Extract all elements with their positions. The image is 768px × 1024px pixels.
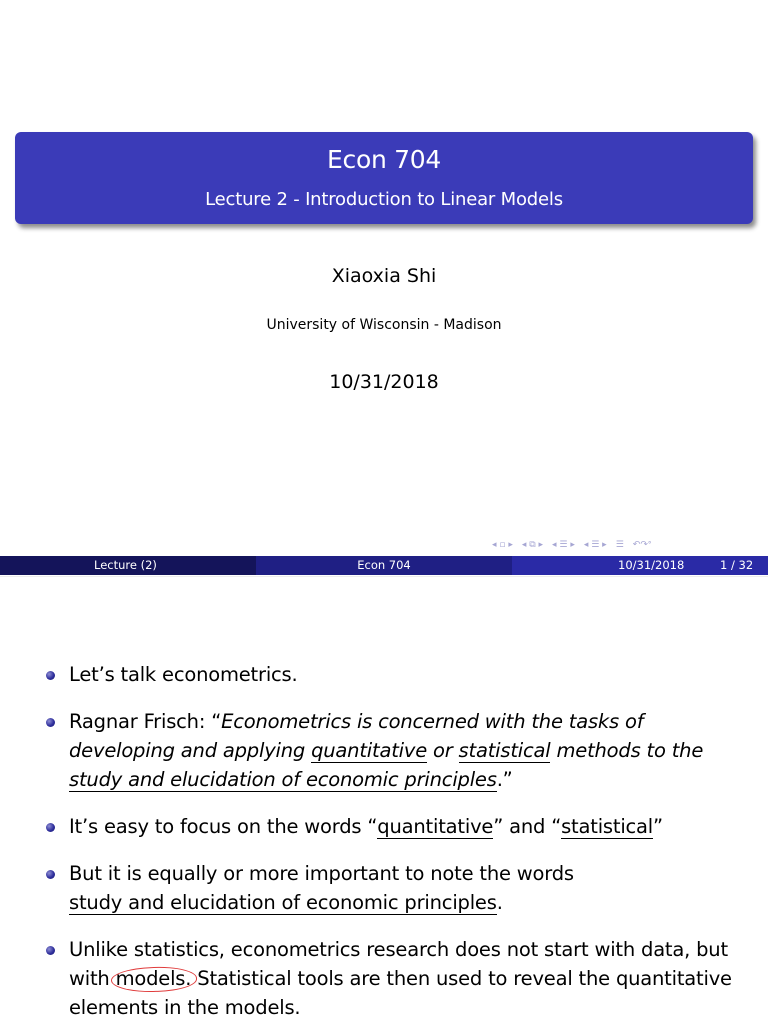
text-span: with bbox=[69, 967, 116, 990]
quote-close: .” bbox=[496, 768, 513, 791]
institute: University of Wisconsin - Madison bbox=[266, 317, 502, 333]
text-span: . bbox=[496, 891, 503, 914]
content-slide bbox=[0, 577, 768, 1024]
title-box bbox=[15, 132, 753, 224]
author-name: Xiaoxia Shi bbox=[331, 265, 437, 287]
quote-text: developing and applying bbox=[69, 739, 312, 762]
text-span: Unlike statistics, econometrics research does not start with data, but bbox=[69, 938, 728, 961]
search-nav[interactable]: ↶↷ᐤ bbox=[632, 540, 652, 550]
section-nav[interactable]: ◂ ☰ ▸ bbox=[552, 540, 575, 550]
bullet-icon bbox=[46, 946, 55, 955]
subsection-nav[interactable]: ◂ ⧉ ▸ bbox=[521, 540, 544, 550]
slide-footer bbox=[0, 556, 768, 575]
bullet-text: Let’s talk econometrics. bbox=[69, 663, 298, 686]
underlined-word: quantitative bbox=[377, 815, 494, 838]
quote-attribution: Ragnar Frisch: “ bbox=[69, 710, 222, 733]
bullet-icon bbox=[46, 671, 55, 680]
underlined-word: statistical bbox=[561, 815, 654, 838]
text-span: But it is equally or more important to note the words bbox=[69, 862, 574, 885]
slide-title: Econ 704 bbox=[327, 145, 441, 174]
circled-word: models. bbox=[116, 964, 192, 993]
footer-left bbox=[0, 556, 256, 575]
bullet-text bbox=[69, 707, 759, 794]
underlined-phrase: study and elucidation of economic principles bbox=[69, 891, 497, 914]
footer-page-number: 1 / 32 bbox=[720, 558, 754, 572]
text-span: elements in the models. bbox=[69, 996, 301, 1019]
text-span: It’s easy to focus on the words “ bbox=[69, 815, 378, 838]
quote-text: Econometrics is concerned with the tasks of bbox=[221, 710, 644, 733]
frame-nav[interactable]: ◂ ▫ ▸ bbox=[492, 540, 513, 550]
bullet-text bbox=[69, 812, 759, 841]
footer-right bbox=[512, 556, 768, 575]
footer-center bbox=[256, 556, 512, 575]
bullet-icon bbox=[46, 870, 55, 879]
footer-date: 10/31/2018 bbox=[618, 558, 685, 572]
underlined-phrase: study and elucidation of economic principles bbox=[69, 768, 497, 791]
slide-subtitle: Lecture 2 - Introduction to Linear Models bbox=[205, 189, 563, 210]
quote-text: or bbox=[427, 739, 459, 762]
footer-course: Econ 704 bbox=[357, 558, 411, 572]
underlined-word: quantitative bbox=[311, 739, 427, 762]
bullet-icon bbox=[46, 823, 55, 832]
text-span: Statistical tools are then used to reveal the quantitative bbox=[191, 967, 732, 990]
text-span: ” bbox=[653, 815, 663, 838]
align-icon[interactable]: ☰ bbox=[615, 540, 624, 550]
text-span: ” and “ bbox=[493, 815, 562, 838]
quote-text: methods to the bbox=[550, 739, 704, 762]
beamer-navigation bbox=[492, 538, 768, 552]
footer-lecture: Lecture (2) bbox=[94, 558, 157, 572]
bullet-icon bbox=[46, 718, 55, 727]
doc-nav[interactable]: ◂ ☰ ▸ bbox=[583, 540, 607, 550]
presentation-date: 10/31/2018 bbox=[329, 371, 439, 393]
underlined-word: statistical bbox=[458, 739, 551, 762]
bullet-text bbox=[69, 935, 759, 1022]
bullet-text bbox=[69, 859, 759, 917]
